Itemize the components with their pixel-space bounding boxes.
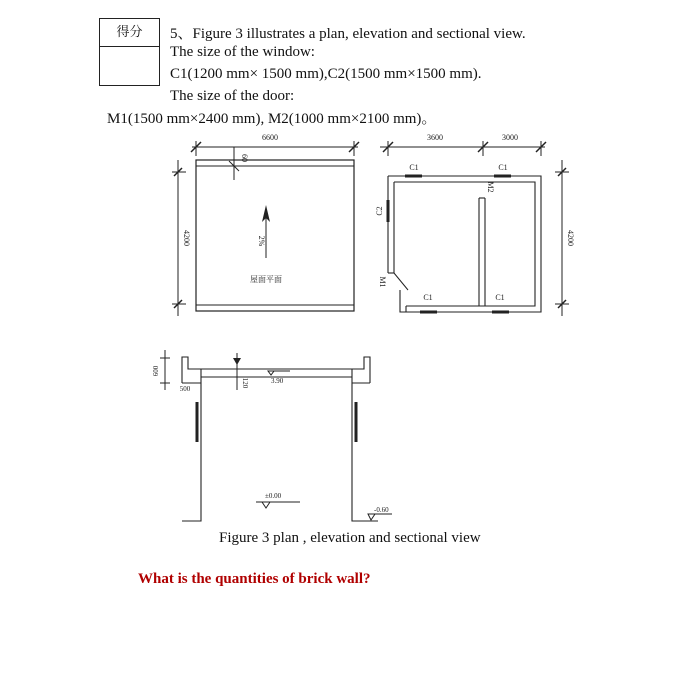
window-c2: C2 [375, 206, 384, 216]
roof-outline [196, 160, 354, 311]
floor-level: ±0.00 [265, 492, 282, 500]
plan-height-dim: 4200 [566, 230, 575, 246]
floor-plan [375, 133, 575, 316]
problem-line-5: M1(1500 mm×2400 mm), M2(1000 mm×2100 mm)。 [107, 111, 437, 127]
problem-line-2: The size of the window: [170, 44, 315, 60]
roof-plan [172, 133, 359, 316]
door-m2: M2 [486, 181, 495, 193]
problem-line-1: 5、Figure 3 illustrates a plan, elevation and sectional view. [170, 26, 526, 42]
window-c1-top-left: C1 [409, 163, 419, 172]
window-c1-top-right: C1 [498, 163, 508, 172]
window-c1-bottom-left: C1 [423, 293, 433, 302]
slab-thickness-dim: 120 [241, 377, 249, 389]
parapet-offset-dim: 500 [179, 385, 191, 393]
roof-height-dim: 4200 [182, 230, 191, 246]
section-view [152, 350, 392, 521]
roof-slope: 2% [257, 235, 266, 247]
plan-dim-left: 3600 [427, 133, 443, 142]
roof-plan-label: 屋面平面 [250, 275, 282, 284]
roof-width-dim: 6600 [262, 133, 278, 142]
ground-level: -0.60 [374, 506, 389, 514]
score-label: 得分 [100, 19, 159, 47]
problem-line-3: C1(1200 mm× 1500 mm),C2(1500 mm×1500 mm). [170, 66, 482, 82]
problem-line-4: The size of the door: [170, 88, 295, 104]
parapet-height-dim: 600 [152, 365, 160, 377]
figure-caption: Figure 3 plan , elevation and sectional view [219, 530, 481, 546]
plan-dim-right: 3000 [502, 133, 518, 142]
parapet-dim: 60 [240, 154, 249, 162]
question-text: What is the quantities of brick wall? [138, 571, 371, 587]
roof-level: 3.90 [271, 377, 284, 385]
window-c1-bottom-right: C1 [495, 293, 505, 302]
door-m1: M1 [378, 276, 387, 288]
